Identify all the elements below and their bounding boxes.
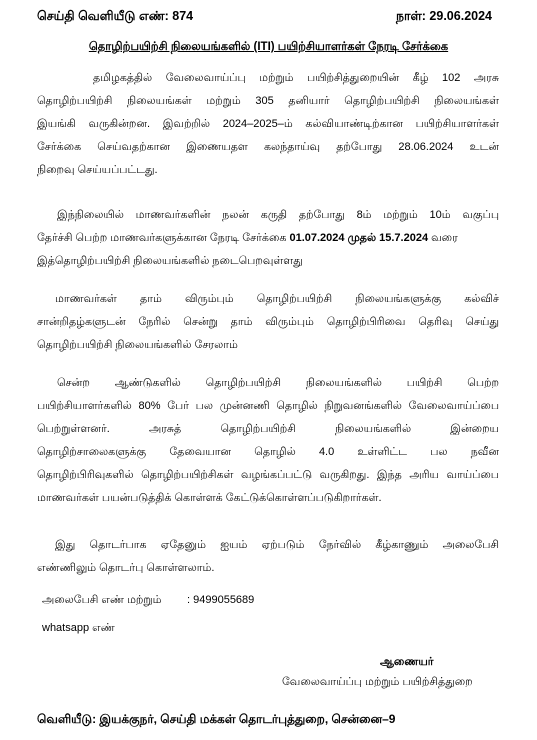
paragraph-4 (37, 372, 499, 510)
paragraph-1 (37, 67, 499, 182)
release-number: செய்தி வெளியீடு எண்: 874 (37, 9, 194, 23)
document-title: தொழிற்பயிற்சி நிலையங்களில் (ITI) பயிற்சியாளர்கள் நேரடி சேர்க்கை (88, 41, 449, 53)
signature-department: வேலைவாய்ப்பு மற்றும் பயிற்சித்துறை (282, 676, 473, 688)
contact-label: அலைபேசி எண் மற்றும் (42, 594, 162, 606)
admission-dates: 01.07.2024 முதல் 15.7.2024 (289, 232, 429, 244)
paragraph-line: சேர்க்கை செய்வதற்கான இணையதள கலந்தாய்வு தற்போது 28.06.2024 உடன் (37, 141, 499, 153)
paragraph-line: சான்றிதழ்களுடன் நேரில் சென்று தாம் விரும்பும் தொழிற்பிரிவை தெரிவு செய்து (37, 316, 499, 328)
contact-phone-number: : 9499055689 (187, 594, 255, 606)
paragraph-line: மாணவர்கள் தாம் விரும்பும் தொழிற்பயிற்சி நிலையங்களுக்கு கல்விச் (55, 293, 499, 305)
paragraph-line: இத்தொழிற்பயிற்சி நிலையங்களில் நடைபெறவுள்ளது (37, 255, 303, 267)
paragraph-2 (37, 204, 499, 273)
paragraph-line: தொழிற்பயிற்சி நிலையங்களில் சேரலாம் (37, 339, 238, 351)
paragraph-line: தமிழகத்தில் வேலைவாய்ப்பு மற்றும் பயிற்சித்துறையின் கீழ் 102 அரசு (93, 72, 499, 84)
signature-designation: ஆணையர் (380, 656, 434, 668)
paragraph-line: மாணவர்கள் பயன்படுத்திக் கொள்ளக் கேட்டுக்கொள்ளப்படுகிறார்கள். (37, 492, 382, 504)
paragraph-line: தொழிற்பயிற்சி நிலையங்கள் மற்றும் 305 தனியார் தொழிற்பயிற்சி நிலையங்கள் (37, 95, 499, 107)
paragraph-text: தேர்ச்சி பெற்ற மாணவர்களுக்கான நேரடி சேர்க்கை (37, 232, 290, 244)
paragraph-line: எண்ணிலும் தொடர்பு கொள்ளலாம். (37, 562, 215, 574)
paragraph-line: பயிற்சியாளர்களில் 80% பேர் பல முன்னணி தொழில் நிறுவனங்களில் வேலைவாய்ப்பை (37, 400, 499, 412)
paragraph-line (37, 227, 499, 250)
paragraph-line: நிறைவு செய்யப்பட்டது. (37, 164, 158, 176)
paragraph-line: இயங்கி வருகின்றன. இவற்றில் 2024–2025–ம் கல்வியாண்டிற்கான பயிற்சியாளர்கள் (37, 118, 499, 130)
release-footer: வெளியீடு: இயக்குநர், செய்தி மக்கள் தொடர்புத்துறை, சென்னை–9 (37, 712, 396, 726)
paragraph-5 (37, 534, 499, 580)
paragraph-line: சென்ற ஆண்டுகளில் தொழிற்பயிற்சி நிலையங்களில் பயிற்சி பெற்ற (57, 377, 499, 389)
paragraph-3 (37, 288, 499, 357)
paragraph-line: இது தொடர்பாக ஏதேனும் ஐயம் ஏற்படும் நேர்வில் கீழ்காணும் அலைபேசி (55, 539, 499, 551)
paragraph-line: தொழிற்பிரிவுகளில் தொழிற்பயிற்சிகள் வழங்கப்பட்டு வருகிறது. இந்த அரிய வாய்ப்பை (37, 469, 499, 481)
paragraph-line: இந்நிலையில் மாணவர்களின் நலன் கருதி தற்போது 8ம் மற்றும் 10ம் வகுப்பு (57, 209, 499, 221)
contact-whatsapp-label: whatsapp எண் (42, 622, 115, 634)
paragraph-line: பெற்றுள்ளனர். அரசுத் தொழிற்பயிற்சி நிலையங்களில் இன்றைய (37, 423, 499, 435)
paragraph-line: தொழிற்சாலைகளுக்கு தேவையான தொழில் 4.0 உள்ளிட்ட பல நவீன (37, 446, 499, 458)
paragraph-text: வரை (428, 232, 458, 244)
release-date: நாள்: 29.06.2024 (395, 9, 492, 23)
